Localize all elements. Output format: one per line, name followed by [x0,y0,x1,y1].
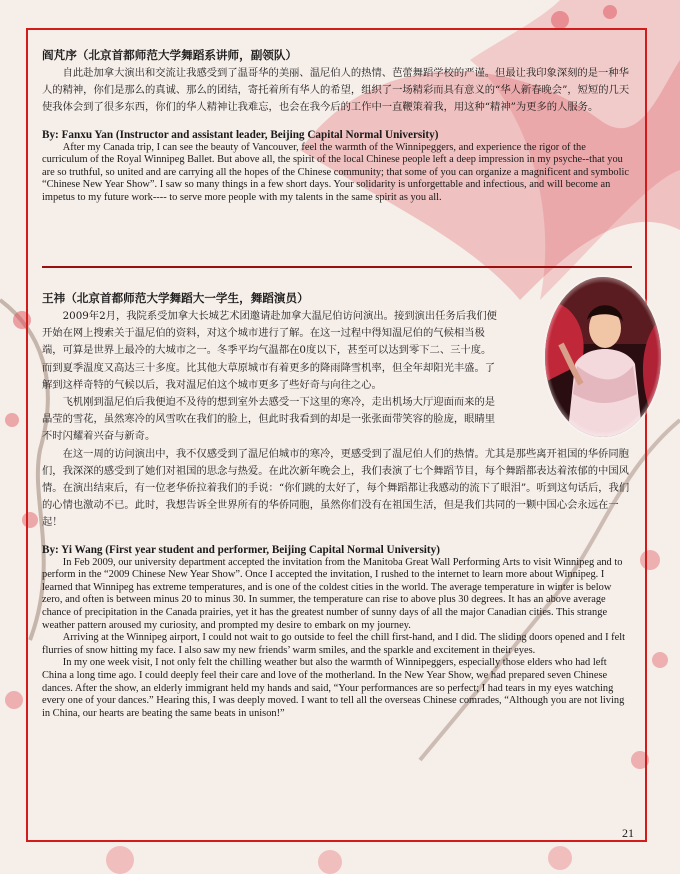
chinese-heading: 阎芃序（北京首都师范大学舞蹈系讲师，副领队） [42,48,298,62]
english-paragraph-3: In my one week visit, I not only felt the chilling weather but also the warmth of Winnipeggers, especially those elders who had left China a long time ago. I could deeply feel their care and love of the motherland. In the New Year Show, we had prepared seven Chinese dances. After the show, an elderly immigrant held my hands and said, “Your performances are so perfect; I had tears in my eyes watching every one of your dances.” Hearing this, I was deeply moved. I want to tell all the overseas Chinese comrades, “Although you are not living in China, our hearts are beating the same beats in unison!” [42,657,625,719]
section-yi-wang [42,290,632,720]
section-fanxu-yan [42,47,632,205]
chinese-paragraph-1: 2009年2月，我院系受加拿大长城艺术团邀请赴加拿大温尼伯访问演出。接到演出任务后我们便开始在网上搜索关于温尼伯的资料，对这个城市进行了解。在这一过程中得知温尼伯的气候相当极端，可算是世界上最冷的大城市之一。冬季平均气温都在0度以下，甚至可以达到零下二、三十度。而到夏季温度又高达三十多度。比其他大草原城市有着更多的降雨降雪机率，但全年却阳光丰盛。了解到这样奇特的气候以后，我对温尼伯这个城市更多了些好奇与向往之心。 [42,310,497,391]
chinese-paragraph: 自此赴加拿大演出和交流让我感受到了温哥华的美丽、温尼伯人的热情、芭蕾舞蹈学校的严谨。但最让我印象深刻的是一种华人的精神，你们是那么的真诚、那么的团结，寄托着所有华人的希望，组织了一场精彩而具有意义的“华人新春晚会”，短短的几天使我体会到了很多东西，你们的华人精神让我难忘，也会在我今后的工作中一直鞭策着我，用这种“精神”为更多的人服务。 [42,67,630,114]
page-number: 21 [622,826,634,840]
chinese-text-wrap-2 [42,394,497,446]
english-paragraph: After my Canada trip, I can see the beauty of Vancouver, feel the warmth of the Winnipeggers, and experience the rigor of the curriculum of the Royal Winnipeg Ballet. But above all, the spirit of the local Chinese people left a deep impression in my psyche--that you are so truthful, so united and are carrying all the hopes of the Chinese community; that some of you can organize a magnificent and symbolic “Chinese New Year Show”. I saw so many things in a few short days. Your solidarity is unforgettable and infectious, and will become an impetus to my future work---- to serve more people with my talents in the same spirit as you all. [42,141,629,203]
chinese-text-wrap [42,308,497,394]
chinese-heading: 王祎（北京首都师范大学舞蹈大一学生，舞蹈演员） [42,291,309,305]
english-heading: By: Yi Wang (First year student and performer, Beijing Capital Normal University) [42,543,440,556]
chinese-paragraph-3: 在这一周的访问演出中，我不仅感受到了温尼伯城市的寒冷，更感受到了温尼伯人们的热情。尤其是那些离开祖国的华侨同胞们，我深深的感受到了她们对祖国的思念与热爱。在此次新年晚会上，我们表演了七个舞蹈节目，每个舞蹈都表达着浓郁的中国风情。在演出结束后，有一位老华侨拉着我们的手说：“你们跳的太好了，每个舞蹈都让我感动的流下了眼泪”。听到这句话后，我们的心情也激动不已。此时，我想告诉全世界所有的华侨同胞，虽然你们没有在祖国生活，但是我们共同的一颗中国心会永远在一起！ [42,447,630,529]
english-heading: By: Fanxu Yan (Instructor and assistant leader, Beijing Capital Normal University) [42,128,439,141]
english-paragraph-2: Arriving at the Winnipeg airport, I could not wait to go outside to feel the chill first-hand, and I did. The sliding doors opened and I felt flurries of snow hitting my face. I also saw my new friends’ warm smiles, and the sparkle and excitement in their eyes. [42,632,625,656]
section-divider [42,266,632,268]
english-paragraph-1: In Feb 2009, our university department accepted the invitation from the Manitoba Great Wall Performing Arts to visit Winnipeg and to perform in the “2009 Chinese New Year Show”. Once I accepted the invitation, I rushed to the internet to learn more about Winnipeg. I learned that Winnipeg has extreme temperatures, and is one of the coldest cities in the world. The average temperature in winter is below zero, and often is between minus 20 to minus 30. In summer, the temperature can rise to above plus 30 degrees. It has an above average chance of precipitation in the Canada prairies, yet it has the greatest number of sunny days of all the major Canadian cities. This strange weather pattern aroused my curiosity, and prompted my desire to embark on my journey. [42,556,623,631]
chinese-paragraph-2: 飞机刚到温尼伯后我便迫不及待的想到室外去感受一下这里的寒冷，走出机场大厅迎面而来的是晶莹的雪花，虽然寒冷的风雪吹在我们的脸上，但此时我看到的却是一张张面带笑容的脸庞，眼睛里不时闪耀着兴奋与新奇。 [42,396,496,443]
